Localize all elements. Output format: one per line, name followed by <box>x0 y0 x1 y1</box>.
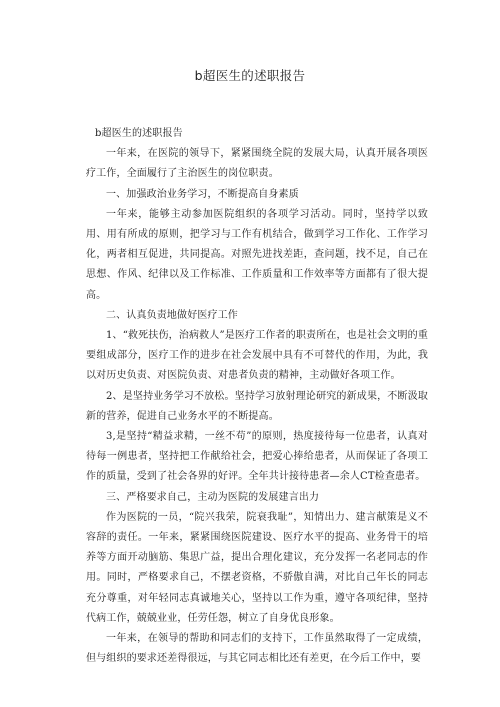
document-title: b超医生的述职报告 <box>194 68 306 83</box>
intro-paragraph: 一年来，在医院的领导下，紧紧围绕全院的发展大局，认真开展各项医疗工作，全面履行了主治医生的岗位职责。 <box>86 148 428 180</box>
section-3-paragraph: 作为医院的一员，“院兴我荣，院衰我耻”，知情出力、建言献策是义不容辞的责任。一年来，紧紧围绕医院建设、医疗水平的提高、业务骨干的培养等方面开动脑筋、集思广益，提出合理化建议，充分发挥一名老同志的作用。同时，严格要求自己，不摆老资格，不骄傲自满，对比自己年长的同志充分尊重，对年轻同志真诚地关心，坚持以工作为重，遵守各项纪律，坚持代病工作，兢兢业业，任劳任怨，树立了自身优良形象。 <box>86 511 428 624</box>
section-2-item-2: 2、是坚持业务学习不放松。坚持学习放射理论研究的新成果，不断汲取新的营养，促进自己业务水平的不断提高。 <box>86 390 428 422</box>
section-heading-3: 三、严格要求自己，主动为医院的发展建言出力 <box>106 491 320 503</box>
section-2-item-3: 3,是坚持“精益求精，一丝不苟”的原则，热度接待每一位患者，认真对待每一例患者，坚持把工作献给社会，把爱心捧给患者，从而保证了各项工作的质量，受到了社会各界的好评。全年共计接待患者—余人CT检查患者。 <box>86 431 428 483</box>
section-1-paragraph: 一年来，能够主动参加医院组织的各项学习活动。同时，坚持学以致用、用有所成的原则，把学习与工作有机结合，做到学习工作化、工作学习化，两者相互促进，共同提高。对照先进找差距，查问题，找不足，自己在思想、作风、纪律以及工作标准、工作质量和工作效率等方面都有了很大提高。 <box>86 208 428 301</box>
closing-paragraph: 一年来，在领导的帮助和同志们的支持下，工作虽然取得了一定成绩，但与组织的要求还差得很远，与其它同志相比还有差更，在今后工作中，要 <box>86 633 428 665</box>
document-body <box>86 124 428 669</box>
report-heading: b超医生的述职报告 <box>95 128 183 139</box>
section-heading-2: 二、认真负责地做好医疗工作 <box>106 309 238 321</box>
section-heading-1: 一、加强政治业务学习，不断提高自身素质 <box>106 188 299 200</box>
section-2-item-1: 1、“救死扶伤，治病救人”是医疗工作者的职责所在，也是社会文明的重要组成部分，医疗工作的进步在社会发展中具有不可替代的作用，为此，我以对历史负责、对医院负责、对患者负责的精神，主动做好各项工作。 <box>86 330 428 382</box>
